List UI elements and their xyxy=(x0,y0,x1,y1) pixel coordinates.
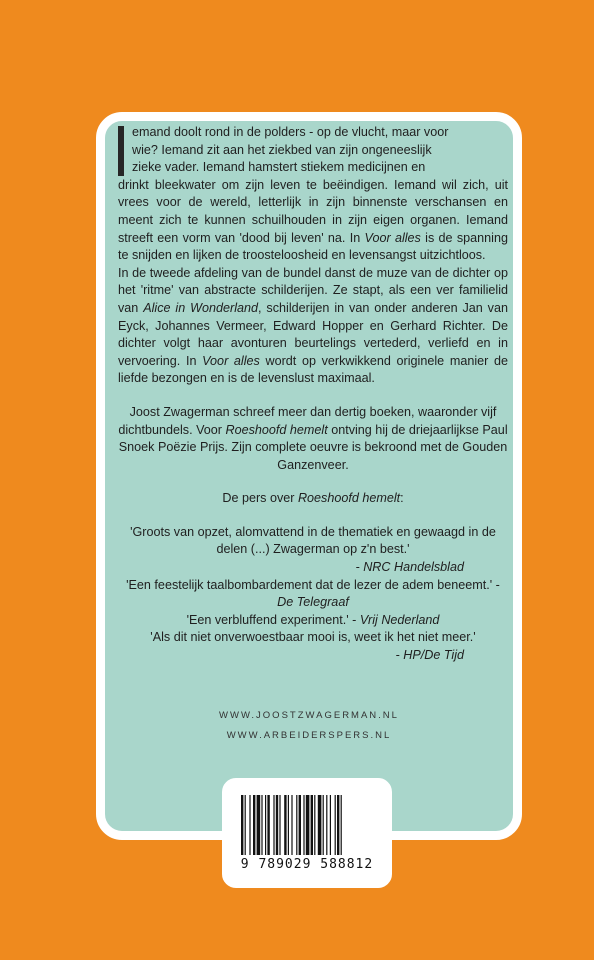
barcode-bars xyxy=(241,795,373,855)
quote-4-source: - HP/De Tijd xyxy=(395,648,464,663)
barcode-bar xyxy=(311,795,313,855)
intro-book-title: Voor alles xyxy=(364,230,421,245)
quote-1-source: - NRC Handelsblad xyxy=(355,560,464,575)
barcode-bar xyxy=(279,795,280,855)
press-book-title: Roeshoofd hemelt xyxy=(297,491,401,506)
intro-text-end: is de spanning te snijden en lijken de troosteloosheid en levensangst uitzichtloos. xyxy=(118,230,508,263)
publisher-website: WWW.ARBEIDERSPERS.NL xyxy=(226,730,392,741)
barcode-bar xyxy=(326,795,327,855)
barcode-bar xyxy=(276,795,278,855)
intro-text: drinkt bleekwater om zijn leven te beëindigen. Iemand wil zich, uit vrees voor de wereld, letterlijk in zijn binnenste verschansen en meent zich te kunnen schuilhouden in zijn eigen organen. Iemand streeft een vorm van 'dood bij leven' na. In xyxy=(118,177,508,245)
para2-text-3: wordt op verkwikkend originele manier de liefde bezongen en is de levenslust maximaal. xyxy=(118,353,508,386)
barcode-bar xyxy=(299,795,301,855)
barcode-bar xyxy=(337,795,339,855)
barcode-bar xyxy=(341,795,342,855)
quote-2-source: De Telegraaf xyxy=(277,595,349,610)
barcode-bar xyxy=(249,795,250,855)
quote-3 xyxy=(118,612,508,630)
quote-3-text: 'Een verbluffend experiment.' - xyxy=(186,612,360,627)
barcode-bar xyxy=(314,795,315,855)
prize-book-title: Roeshoofd hemelt xyxy=(225,422,328,437)
barcode-bar xyxy=(318,795,322,855)
author-paragraph xyxy=(118,404,508,474)
author-website: WWW.JOOSTZWAGERMAN.NL xyxy=(219,710,399,721)
barcode-bar xyxy=(335,795,336,855)
barcode-bar xyxy=(296,795,297,855)
barcode-bar xyxy=(288,795,289,855)
barcode-bar xyxy=(306,795,310,855)
drop-cap-bar xyxy=(118,126,124,176)
press-heading-colon: : xyxy=(400,491,404,506)
barcode-bar xyxy=(330,795,331,855)
quote-4: 'Als dit niet onverwoestbaar mooi is, weet ik het niet meer.' xyxy=(150,630,476,645)
barcode xyxy=(222,778,392,888)
book-title: Voor alles xyxy=(202,353,260,368)
quote-1: 'Groots van opzet, alomvattend in de thematiek en gewaagd in de delen (...) Zwagerman op z'n best.' xyxy=(130,524,496,557)
intro-line-1: emand doolt rond in de polders - op de vlucht, maar voor xyxy=(132,125,449,139)
barcode-bar xyxy=(261,795,262,855)
alice-title: Alice in Wonderland xyxy=(143,300,259,315)
intro-paragraph xyxy=(118,124,508,265)
intro-line-2: wie? Iemand zit aan het ziekbed van zijn ongeneeslijk xyxy=(132,142,432,157)
quote-2-text: 'Een feestelijk taalbombardement dat de lezer de adem beneemt.' - xyxy=(126,577,500,592)
press-quotes xyxy=(118,524,508,665)
intro-line-3: zieke vader. Iemand hamstert stiekem medicijnen en xyxy=(132,160,426,175)
blurb-content xyxy=(118,124,508,665)
para2-text-1: In de tweede afdeling van de bundel danst de muze van de dichter op het 'ritme' van abstracte schilderijen. Ze stapt, als een ver familielid van xyxy=(118,265,508,315)
barcode-bar xyxy=(273,795,274,855)
barcode-bar xyxy=(245,795,246,855)
barcode-bar xyxy=(253,795,255,855)
barcode-bar xyxy=(257,795,261,855)
quote-2 xyxy=(118,577,508,612)
para2-text-2: , schilderijen in van onder anderen Jan van Eyck, Johannes Vermeer, Edward Hopper en Gerhard Richter. De dichter volgt haar avonturen beurtelings vertederd, verliefd en in vervoering. In xyxy=(118,300,508,368)
barcode-bar xyxy=(265,795,266,855)
press-heading xyxy=(118,490,508,508)
press-heading-text: De pers over xyxy=(222,491,298,506)
barcode-bar xyxy=(323,795,324,855)
author-text-1: Joost Zwagerman schreef meer dan dertig boeken, waaronder vijf dichtbundels. Voor xyxy=(118,404,497,437)
second-paragraph xyxy=(118,265,508,388)
quote-3-source: Vrij Nederland xyxy=(359,612,440,627)
isbn-number: 9 789029 588812 xyxy=(240,857,374,872)
barcode-bar xyxy=(267,795,269,855)
barcode-bar xyxy=(241,795,243,855)
barcode-bar xyxy=(284,795,286,855)
barcode-bar xyxy=(303,795,304,855)
barcode-bar xyxy=(291,795,292,855)
author-text-2: ontving hij de driejaarlijkse Paul Snoek Poëzie Prijs. Zijn complete oeuvre is bekroond met de Gouden Ganzenveer. xyxy=(118,422,508,472)
